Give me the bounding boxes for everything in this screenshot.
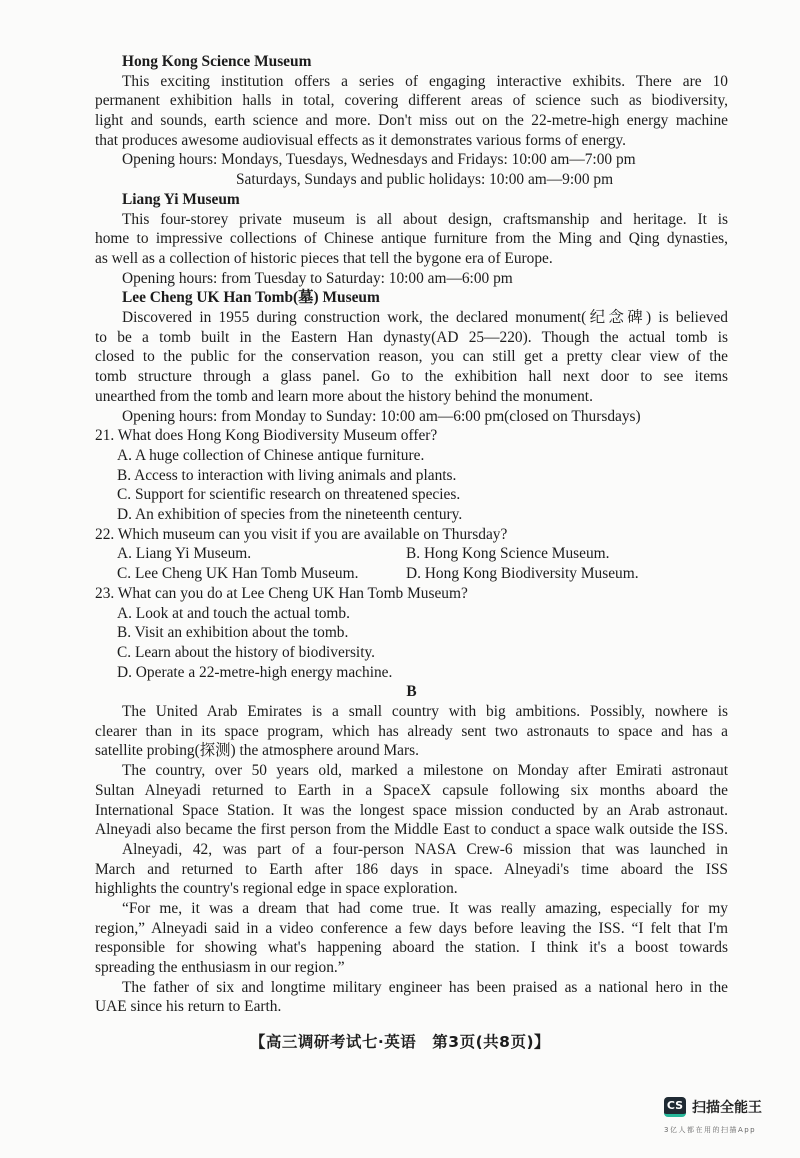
section-heading: B xyxy=(406,683,417,701)
text-line: closed to the public for the conservation reason, you can still get a pretty clear view of the xyxy=(95,348,728,366)
text-line: International Space Station. It was the longest space mission conducted by an Arab astronaut. xyxy=(95,801,728,819)
scanner-watermark-logo xyxy=(664,1097,762,1117)
section-heading: Liang Yi Museum xyxy=(122,190,240,208)
text-line: Opening hours: from Monday to Sunday: 10:00 am—6:00 pm(closed on Thursdays) xyxy=(122,407,641,425)
text-line: C. Support for scientific research on threatened species. xyxy=(117,486,461,504)
text-line: This exciting institution offers a series of engaging interactive exhibits. There are 10 xyxy=(122,72,728,90)
cs-logo-icon: CS xyxy=(664,1097,686,1117)
section-heading: Lee Cheng UK Han Tomb(墓) Museum xyxy=(122,289,380,307)
text-line: satellite probing(探测) the atmosphere around Mars. xyxy=(95,742,419,760)
text-line: A. A huge collection of Chinese antique furniture. xyxy=(117,446,425,464)
text-line: responsible for showing what's happening aboard the station. I think it's a boost towards xyxy=(95,939,728,957)
text-line: tomb structure through a glass panel. Go to the exhibition hall next door to see items xyxy=(95,368,728,386)
text-line: Sultan Alneyadi returned to Earth in a SpaceX capsule following six months aboard the xyxy=(95,781,728,799)
section-heading: Hong Kong Science Museum xyxy=(122,53,312,70)
text-line: C. Learn about the history of biodiversity. xyxy=(117,643,376,661)
text-line: Saturdays, Sundays and public holidays: 10:00 am—9:00 pm xyxy=(236,171,614,189)
scanner-app-name: 扫描全能王 xyxy=(692,1100,762,1116)
text-line: A. Look at and touch the actual tomb. xyxy=(117,604,350,622)
option-row xyxy=(95,544,728,564)
option-row xyxy=(95,564,728,584)
text-line: “For me, it was a dream that had come true. It was really amazing, especially for my xyxy=(122,899,728,917)
text-line: This four-storey private museum is all about design, craftsmanship and heritage. It is xyxy=(122,210,728,228)
text-line: 23. What can you do at Lee Cheng UK Han Tomb Museum? xyxy=(95,584,468,602)
answer-option: B. Hong Kong Science Museum. xyxy=(406,545,610,563)
scanner-slogan: 3亿人都在用的扫描App xyxy=(664,1126,757,1134)
text-line: The father of six and longtime military engineer has been praised as a national hero in the xyxy=(122,978,728,996)
text-line: Alneyadi also became the first person from the Middle East to conduct a space walk outside the ISS. xyxy=(95,821,728,839)
text-line: Opening hours: from Tuesday to Saturday: 10:00 am—6:00 pm xyxy=(122,269,513,287)
answer-option: A. Liang Yi Museum. xyxy=(117,545,252,563)
text-line: home to impressive collections of Chinese antique furniture from the Ming and Qing dynasties, xyxy=(95,230,728,248)
text-line: Opening hours: Mondays, Tuesdays, Wednesdays and Fridays: 10:00 am—7:00 pm xyxy=(122,151,636,169)
text-line: B. Access to interaction with living animals and plants. xyxy=(117,466,457,484)
text-line: clearer than in its space program, which has already sent two astronauts to space and has a xyxy=(95,722,728,740)
text-line: UAE since his return to Earth. xyxy=(95,998,282,1016)
text-line: as well as a collection of historic pieces that tell the bygone era of Europe. xyxy=(95,249,553,267)
text-line: The country, over 50 years old, marked a milestone on Monday after Emirati astronaut xyxy=(122,762,728,780)
text-line: unearthed from the tomb and learn more about the history behind the monument. xyxy=(95,387,593,405)
text-line: that produces awesome audiovisual effects as it demonstrates various forms of energy. xyxy=(95,131,626,149)
text-line: Alneyadi, 42, was part of a four-person NASA Crew-6 mission that was launched in xyxy=(122,840,728,858)
text-line: Discovered in 1955 during construction work, the declared monument(纪念碑) is believed xyxy=(122,309,728,327)
text-line: 22. Which museum can you visit if you are available on Thursday? xyxy=(95,525,508,543)
text-line: to be a tomb built in the Eastern Han dynasty(AD 25—220). Though the actual tomb is xyxy=(95,328,728,346)
text-line: permanent exhibition halls in total, covering different areas of science such as biodiversity, xyxy=(95,92,728,110)
text-line: 21. What does Hong Kong Biodiversity Museum offer? xyxy=(95,427,438,445)
answer-option: D. Hong Kong Biodiversity Museum. xyxy=(406,565,639,583)
text-line: spreading the enthusiasm in our region.” xyxy=(95,959,345,977)
answer-option: C. Lee Cheng UK Han Tomb Museum. xyxy=(117,565,359,583)
text-line: March and returned to Earth after 186 days in space. Alneyadi's time aboard the ISS xyxy=(95,860,728,878)
text-line: The United Arab Emirates is a small country with big ambitions. Possibly, nowhere is xyxy=(122,703,728,721)
text-line: D. Operate a 22-metre-high energy machine. xyxy=(117,663,393,681)
text-line: light and sounds, earth science and more. Don't miss out on the 22-metre-high energy machine xyxy=(95,112,728,130)
text-line: D. An exhibition of species from the nineteenth century. xyxy=(117,506,463,524)
text-line: region,” Alneyadi said in a video conference a few days before leaving the ISS. “I felt that I'm xyxy=(95,919,728,937)
page-footer: 【高三调研考试七·英语 第3页(共8页)】 xyxy=(249,1033,551,1051)
text-line: B. Visit an exhibition about the tomb. xyxy=(117,624,349,642)
document-body xyxy=(95,52,728,1017)
text-line: highlights the country's regional edge in space exploration. xyxy=(95,880,458,898)
